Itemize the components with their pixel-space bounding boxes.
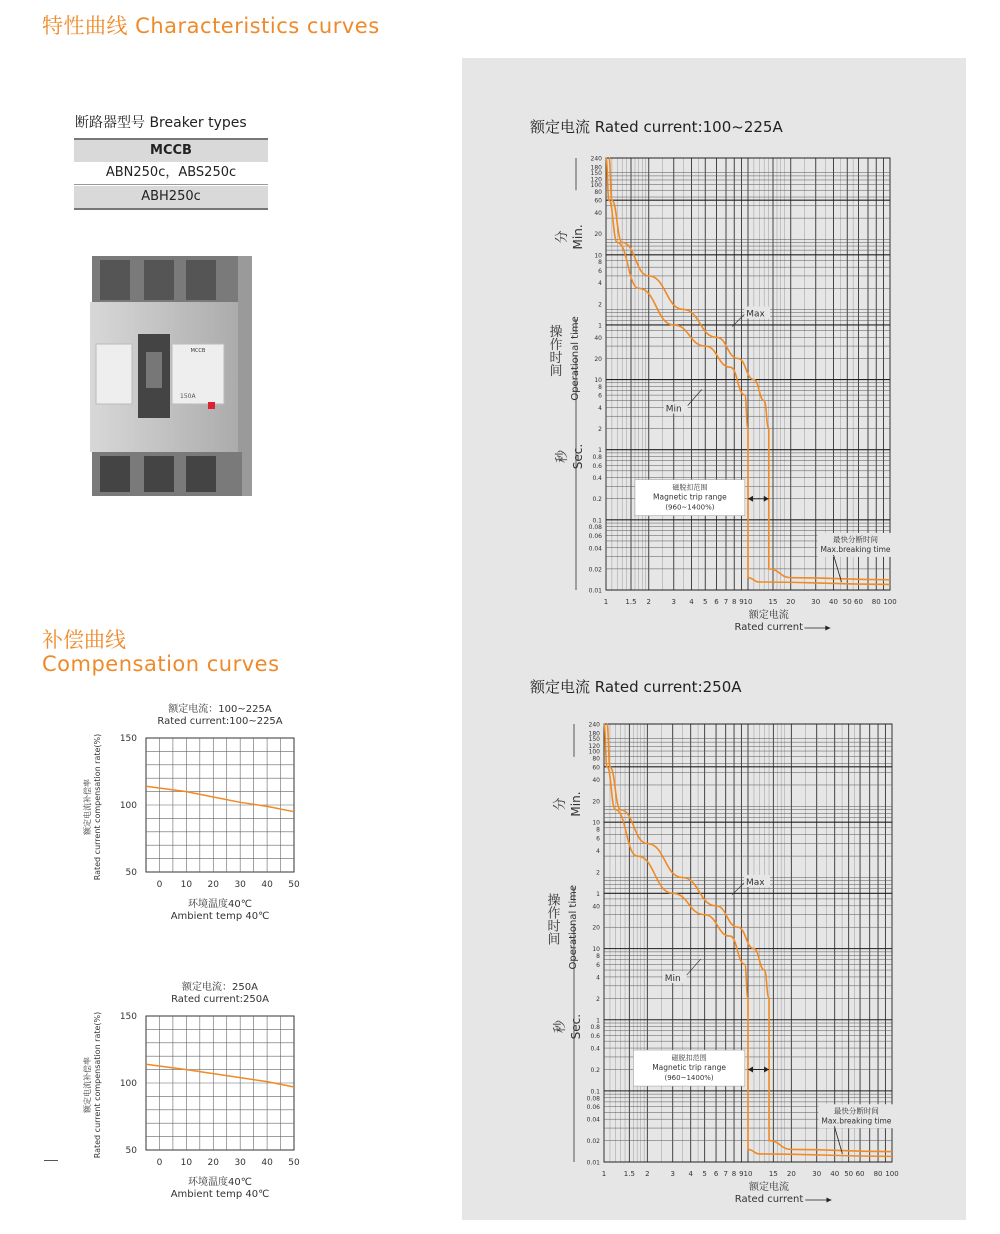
y-tick-label-min: 8 (596, 826, 600, 834)
y-tick-label-sec: 4 (598, 404, 602, 412)
y-tick-label-sec: 0.4 (590, 1045, 600, 1053)
y-tick-label-sec: 0.1 (590, 1088, 600, 1096)
x-tick-label: 20 (786, 598, 796, 606)
series-label-max: Max (746, 877, 765, 888)
x-tick-label: 10 (180, 880, 193, 890)
series-label-min: Min (664, 974, 681, 985)
compensation-chart-1 (70, 698, 310, 926)
x-tick-label: 30 (811, 598, 821, 606)
y-tick-label-sec: 0.06 (586, 1104, 600, 1112)
y-tick-label-sec: 0.01 (586, 1159, 600, 1167)
x-axis-label-en: Ambient temp 40℃ (170, 911, 270, 922)
magnetic-trip-en: Magnetic trip range (653, 492, 727, 502)
x-axis-label-cn: 额定电流 (748, 610, 789, 621)
breaker-table-header: MCCB (74, 138, 268, 163)
x-tick-label: 3 (671, 598, 676, 606)
y-axis-label-cn: 额定电流补偿率 (83, 779, 92, 835)
x-tick-label: 1 (603, 598, 609, 606)
y-axis-sec-en: Sec. (569, 1013, 583, 1040)
y-tick-label-sec: 0.8 (590, 1024, 600, 1032)
y-tick-label-sec: 0.2 (590, 1066, 600, 1074)
y-tick-label-sec: 0.08 (586, 1095, 600, 1103)
x-axis-label-en: Rated current (734, 1194, 804, 1205)
y-axis-op-cn: 操作时间 (544, 893, 560, 946)
series-label-min: Min (665, 404, 682, 415)
x-tick-label: 9 (739, 1170, 744, 1178)
y-tick-label-min: 20 (592, 798, 600, 806)
x-tick-label: 50 (288, 880, 300, 890)
y-tick-label-sec: 10 (592, 946, 600, 954)
y-axis-min-en: Min. (571, 224, 585, 250)
y-tick-label-min: 10 (592, 819, 600, 827)
x-tick-label: 50 (844, 1170, 854, 1178)
magnetic-trip-cn: 磁脱扣范围 (672, 483, 708, 492)
x-tick-label: 5 (702, 1170, 707, 1178)
x-tick-label: 10 (743, 1170, 753, 1178)
x-tick-label: 40 (261, 1158, 273, 1168)
x-axis-arrowhead (825, 626, 830, 631)
x-tick-label: 2 (645, 1170, 650, 1178)
y-tick-label-min: 1 (596, 890, 600, 898)
x-axis-label-en: Ambient temp 40℃ (170, 1189, 270, 1200)
x-tick-label: 40 (261, 880, 273, 890)
y-tick-label-min: 6 (596, 835, 600, 843)
x-tick-label: 1.5 (625, 598, 637, 606)
y-tick-label-sec: 0.01 (588, 587, 602, 595)
x-axis-arrowhead (826, 1198, 831, 1203)
y-tick-label-sec: 0.1 (592, 517, 602, 525)
y-tick-label-sec: 40 (594, 334, 602, 342)
x-tick-label: 10 (743, 598, 753, 606)
y-tick-label-min: 150 (588, 736, 600, 744)
y-tick-label-sec: 1 (596, 1017, 600, 1025)
y-tick-label-min: 20 (594, 231, 602, 239)
x-tick-label: 5 (703, 598, 708, 606)
y-tick-label-min: 240 (588, 721, 600, 729)
compensation-title-cn: 补偿曲线 (42, 628, 126, 652)
y-tick-label-min: 180 (588, 730, 600, 738)
x-tick-label: 9 (739, 598, 744, 606)
y-axis-op-en: Operational time (568, 884, 579, 970)
y-axis-min-cn: 分 (555, 230, 570, 244)
y-tick-label-sec: 40 (592, 903, 600, 911)
y-tick-label: 50 (125, 868, 137, 878)
max-breaking-cn: 最快分断时间 (833, 1106, 879, 1116)
y-tick-label-sec: 0.6 (590, 1033, 600, 1041)
y-axis-label-en: Rated current compensation rate(%) (93, 733, 102, 881)
y-axis-min-cn: 分 (553, 797, 568, 811)
x-tick-label: 2 (646, 598, 651, 606)
y-tick-label-min: 10 (594, 252, 602, 260)
y-tick-label-sec: 6 (598, 392, 602, 400)
y-tick-label-min: 150 (590, 169, 602, 177)
y-tick-label-min: 2 (598, 301, 602, 309)
y-tick-label-min: 180 (590, 164, 602, 172)
y-tick-label-min: 80 (592, 755, 600, 763)
y-tick-label-sec: 8 (596, 953, 600, 961)
x-tick-label: 100 (883, 598, 897, 606)
y-tick-label-sec: 0.6 (592, 462, 602, 470)
magnetic-trip-cn: 磁脱扣范围 (671, 1054, 707, 1063)
y-tick-label-sec: 0.8 (592, 454, 602, 462)
y-tick-label-sec: 0.4 (592, 475, 602, 483)
x-tick-label: 7 (723, 598, 729, 606)
breaker-types-title: 断路器型号 Breaker types (75, 115, 247, 131)
y-tick-label: 150 (119, 1012, 137, 1022)
y-axis-sec-cn: 秒 (555, 449, 570, 464)
y-tick-label-min: 4 (598, 280, 602, 288)
breaker-table-row-1: ABN250c，ABS250c (74, 162, 268, 185)
y-tick-label-min: 240 (590, 155, 602, 163)
y-tick-label-sec: 0.06 (588, 532, 602, 540)
x-axis-label-cn: 额定电流 (749, 1182, 790, 1193)
x-tick-label: 1 (601, 1170, 607, 1178)
y-tick-label-sec: 0.08 (588, 524, 602, 532)
x-tick-label: 6 (713, 1170, 719, 1178)
y-tick-label-min: 4 (596, 847, 600, 855)
comp-title-en: Rated current:250A (171, 994, 269, 1005)
y-tick-label-sec: 0.02 (586, 1138, 600, 1146)
breaker-table-row-2: ABH250c (74, 186, 268, 210)
x-tick-label: 30 (234, 880, 246, 890)
x-tick-label: 0 (156, 1158, 163, 1168)
x-tick-label: 0 (156, 880, 163, 890)
y-tick-label-sec: 1 (598, 447, 602, 455)
compensation-title-en: Compensation curves (42, 652, 280, 676)
y-axis-op-cn: 操作时间 (546, 324, 562, 377)
x-tick-label: 8 (731, 1170, 737, 1178)
x-tick-label: 40 (830, 1170, 840, 1178)
y-tick-label-min: 6 (598, 267, 602, 275)
breaker-product-image (88, 256, 254, 496)
x-tick-label: 100 (885, 1170, 899, 1178)
y-tick-label-sec: 8 (598, 383, 602, 391)
x-tick-label: 10 (180, 1158, 193, 1168)
magnetic-trip-range: (960~1400%) (665, 503, 715, 512)
y-tick-label-min: 80 (594, 188, 602, 196)
y-axis-sec-en: Sec. (571, 443, 585, 470)
series-label-max: Max (746, 309, 765, 320)
y-tick-label: 50 (125, 1146, 137, 1156)
x-tick-label: 50 (288, 1158, 300, 1168)
y-tick-label-min: 100 (590, 182, 602, 190)
y-tick-label-min: 60 (592, 764, 600, 772)
y-tick-label-min: 40 (594, 210, 602, 218)
y-tick-label-sec: 0.04 (588, 545, 602, 553)
x-tick-label: 80 (873, 1170, 883, 1178)
max-breaking-en: Max.breaking time (821, 1116, 892, 1126)
y-tick-label-sec: 10 (594, 377, 602, 385)
y-tick-label-sec: 0.02 (588, 566, 602, 574)
divider (44, 1160, 58, 1161)
y-tick-label-min: 1 (598, 322, 602, 330)
y-tick-label-sec: 2 (596, 995, 600, 1003)
max-breaking-cn: 最快分断时间 (832, 534, 878, 544)
y-tick-label-sec: 20 (594, 355, 602, 363)
x-tick-label: 50 (842, 598, 852, 606)
y-tick-label-min: 60 (594, 197, 602, 205)
page-title: 特性曲线 Characteristics curves (42, 14, 380, 38)
compensation-chart-2 (70, 976, 310, 1204)
x-tick-label: 80 (871, 598, 881, 606)
magnetic-trip-en: Magnetic trip range (652, 1063, 726, 1073)
x-tick-label: 30 (812, 1170, 822, 1178)
y-tick-label: 150 (119, 734, 137, 744)
y-axis-label-en: Rated current compensation rate(%) (93, 1011, 102, 1159)
x-tick-label: 6 (714, 598, 719, 606)
x-tick-label: 3 (670, 1170, 675, 1178)
comp-title-cn: 额定电流：100~225A (168, 704, 272, 715)
x-tick-label: 60 (854, 598, 863, 606)
x-tick-label: 15 (768, 598, 778, 606)
x-tick-label: 20 (786, 1170, 796, 1178)
max-breaking-en: Max.breaking time (820, 544, 891, 554)
x-tick-label: 4 (688, 1170, 693, 1178)
x-axis-label-cn: 环境温度40℃ (188, 899, 252, 910)
y-tick-label-min: 120 (590, 176, 602, 184)
y-tick-label-min: 8 (598, 259, 602, 267)
trip-curve-chart-2 (462, 670, 966, 1210)
comp-title-cn: 额定电流：250A (182, 982, 258, 993)
x-tick-label: 8 (732, 598, 737, 606)
y-tick-label-sec: 6 (596, 961, 600, 969)
y-tick-label-sec: 0.04 (586, 1116, 600, 1124)
x-tick-label: 20 (207, 1158, 219, 1168)
y-tick-label-min: 100 (588, 748, 600, 756)
y-tick-label-sec: 4 (596, 974, 600, 982)
y-axis-op-en: Operational time (570, 316, 581, 401)
breaker-rating-label: 150A (180, 393, 196, 400)
y-tick-label-min: 40 (592, 776, 600, 784)
comp-title-en: Rated current:100~225A (157, 716, 283, 727)
x-axis-label-en: Rated current (734, 622, 804, 633)
y-tick-label: 100 (119, 1079, 137, 1089)
y-axis-label-cn: 额定电流补偿率 (83, 1057, 92, 1113)
x-tick-label: 7 (723, 1170, 728, 1178)
x-tick-label: 4 (689, 598, 694, 606)
x-tick-label: 1.5 (623, 1170, 635, 1178)
breaker-panel-label: MCCB (190, 348, 206, 354)
chart-title: 额定电流 Rated current:250A (530, 678, 742, 696)
x-tick-label: 15 (768, 1170, 778, 1178)
trip-curve-chart-1 (462, 110, 966, 640)
y-tick-label-sec: 2 (598, 426, 602, 434)
chart-title: 额定电流 Rated current:100~225A (530, 118, 783, 136)
y-tick-label-min: 120 (588, 742, 600, 750)
y-axis-min-en: Min. (569, 791, 583, 817)
y-tick-label-sec: 0.2 (592, 496, 602, 504)
x-tick-label: 30 (234, 1158, 246, 1168)
x-tick-label: 20 (207, 880, 219, 890)
y-tick-label: 100 (119, 801, 137, 811)
y-axis-sec-cn: 秒 (553, 1020, 568, 1034)
x-tick-label: 60 (855, 1170, 865, 1178)
x-axis-label-cn: 环境温度40℃ (188, 1177, 252, 1188)
x-tick-label: 40 (829, 598, 838, 606)
y-tick-label-min: 2 (596, 869, 600, 877)
magnetic-trip-range: (960~1400%) (664, 1074, 714, 1083)
y-tick-label-sec: 20 (592, 924, 600, 932)
